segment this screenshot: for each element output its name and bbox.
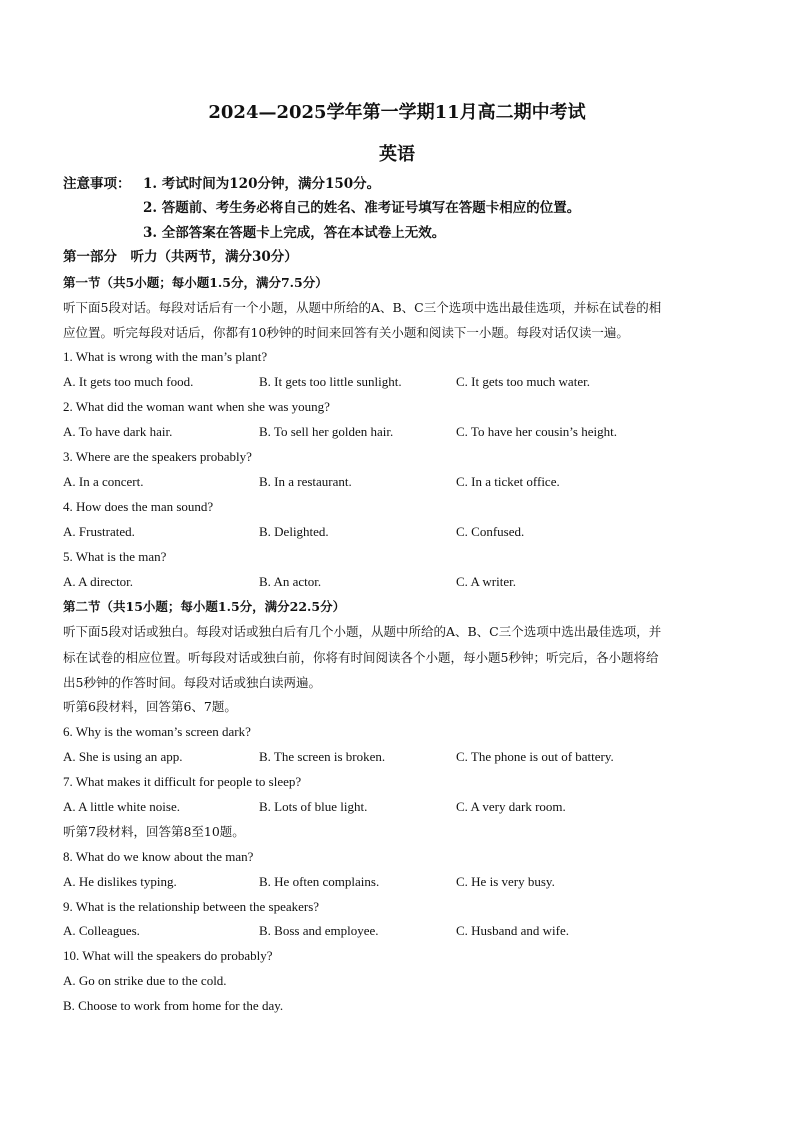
part1-heading: 第一部分 听力（共两节，满分30分）: [63, 249, 298, 265]
section2-heading: 第二节（共15小题；每小题1.5分，满分22.5分）: [63, 599, 346, 614]
question-7-option-a: A. A little white noise.: [63, 799, 180, 814]
question-4-option-c: C. Confused.: [456, 524, 525, 539]
question-6: 6. Why is the woman’s screen dark?: [63, 724, 251, 739]
question-3-option-a: A. In a concert.: [63, 474, 144, 489]
section2-instruction-line3: 出5秒钟的作答时间。每段对话或独白读两遍。: [63, 675, 321, 690]
section1-instruction-line1: 听下面5段对话。每段对话后有一个小题，从题中所给的A、B、C三个选项中选出最佳选项，并标在试卷的相: [63, 300, 662, 315]
question-8-option-c: C. He is very busy.: [456, 874, 555, 889]
section1-instruction-line2: 应位置。听完每段对话后，你都有10秒钟的时间来回答有关小题和阅读下一小题。每段对话仅读一遍。: [63, 325, 629, 340]
question-4: 4. How does the man sound?: [63, 499, 214, 514]
question-10-option-a: A. Go on strike due to the cold.: [63, 973, 227, 988]
subject-title: 英语: [379, 144, 415, 165]
question-2-option-c: C. To have her cousin’s height.: [456, 424, 617, 439]
question-2-option-a: A. To have dark hair.: [63, 424, 173, 439]
question-8-option-b: B. He often complains.: [259, 874, 380, 889]
section2-instruction-line1: 听下面5段对话或独白。每段对话或独白后有几个小题，从题中所给的A、B、C三个选项中选出最佳选项，并: [63, 624, 662, 639]
question-9-option-c: C. Husband and wife.: [456, 923, 570, 938]
section2-instruction-line2: 标在试卷的相应位置。听每段对话或独白前，你将有时间阅读各个小题，每小题5秒钟；听完后，各小题将给: [63, 650, 659, 665]
note-item-2: 2. 答题前、考生务必将自己的姓名、准考证号填写在答题卡相应的位置。: [143, 200, 581, 216]
question-1-option-a: A. It gets too much food.: [63, 374, 194, 389]
question-5-option-c: C. A writer.: [456, 574, 516, 589]
question-7: 7. What makes it difficult for people to sleep?: [63, 774, 302, 789]
question-1-option-c: C. It gets too much water.: [456, 374, 590, 389]
question-5-option-b: B. An actor.: [259, 574, 322, 589]
question-10: 10. What will the speakers do probably?: [63, 948, 273, 963]
question-1-option-b: B. It gets too little sunlight.: [259, 374, 402, 389]
note-item-3: 3. 全部答案在答题卡上完成，答在本试卷上无效。: [143, 225, 446, 241]
section1-heading: 第一节（共5小题；每小题1.5分，满分7.5分）: [63, 275, 328, 290]
question-7-option-c: C. A very dark room.: [456, 799, 566, 814]
question-7-option-b: B. Lots of blue light.: [259, 799, 368, 814]
question-6-option-b: B. The screen is broken.: [259, 749, 386, 764]
question-1: 1. What is wrong with the man’s plant?: [63, 349, 268, 364]
question-9: 9. What is the relationship between the speakers?: [63, 899, 320, 914]
question-6-option-c: C. The phone is out of battery.: [456, 749, 614, 764]
question-8-option-a: A. He dislikes typing.: [63, 874, 177, 889]
question-10-option-b: B. Choose to work from home for the day.: [63, 998, 284, 1013]
question-2-option-b: B. To sell her golden hair.: [259, 424, 394, 439]
question-5-option-a: A. A director.: [63, 574, 134, 589]
question-4-option-a: A. Frustrated.: [63, 524, 135, 539]
question-8: 8. What do we know about the man?: [63, 849, 254, 864]
question-5: 5. What is the man?: [63, 549, 167, 564]
question-6-option-a: A. She is using an app.: [63, 749, 183, 764]
question-3-option-b: B. In a restaurant.: [259, 474, 352, 489]
exam-title: 2024—2025学年第一学期11月高二期中考试: [208, 102, 586, 123]
question-3: 3. Where are the speakers probably?: [63, 449, 252, 464]
material-6-note: 听第6段材料，回答第6、7题。: [63, 699, 237, 714]
question-3-option-c: C. In a ticket office.: [456, 474, 560, 489]
question-2: 2. What did the woman want when she was young?: [63, 399, 330, 414]
question-4-option-b: B. Delighted.: [259, 524, 329, 539]
material-7-note: 听第7段材料，回答第8至10题。: [63, 824, 245, 839]
question-9-option-b: B. Boss and employee.: [259, 923, 379, 938]
notes-label: 注意事项：: [63, 176, 131, 192]
note-item-1: 1. 考试时间为120分钟，满分150分。: [143, 176, 381, 192]
question-9-option-a: A. Colleagues.: [63, 923, 140, 938]
